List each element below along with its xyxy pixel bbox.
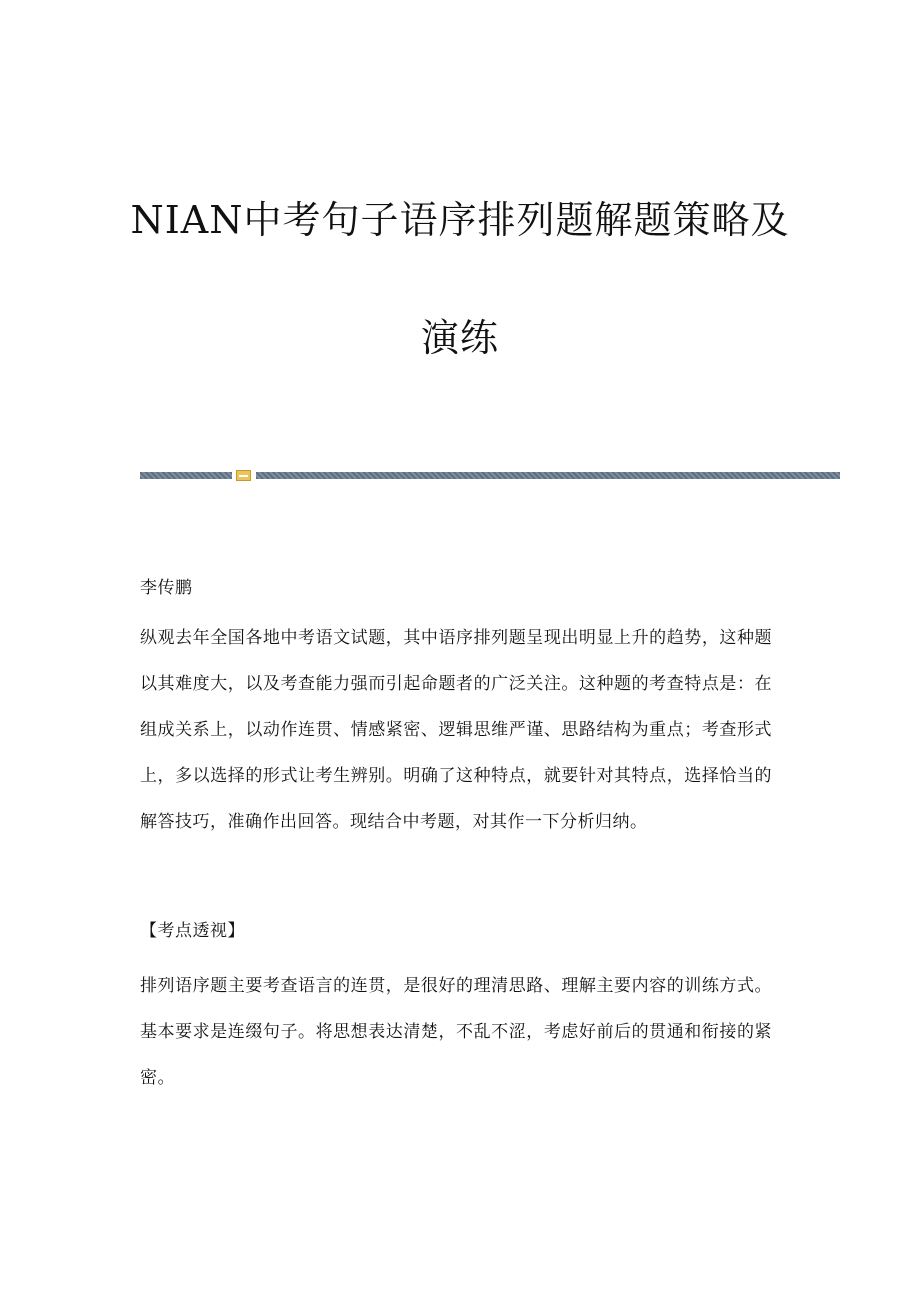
author-name: 李传鹏 [140,578,193,598]
title-divider [140,470,840,482]
body-paragraph-2: 排列语序题主要考查语言的连贯，是很好的理清思路、理解主要内容的训练方式。基本要求是连缀句子。将思想表达清楚，不乱不涩，考虑好前后的贯通和衔接的紧密。 [140,976,772,1088]
document-title-line1: NIAN中考句子语序排列题解题策略及 [130,198,790,242]
body-paragraph-1: 纵观去年全国各地中考语文试题，其中语序排列题呈现出明显上升的趋势，这种题以其难度大，以及考查能力强而引起命题者的广泛关注。这种题的考查特点是：在组成关系上，以动作连贯、情感紧密、逻辑思维严谨、思路结构为重点；考查形式上，多以选择的形式让考生辨别。明确了这种特点，就要针对其特点，选择恰当的解答技巧，准确作出回答。现结合中考题，对其作一下分析归纳。 [140,628,772,832]
divider-ornament-icon [236,470,251,481]
divider-bar-left [140,472,232,479]
divider-bar-right [256,472,840,479]
document-title-line2: 演练 [420,316,499,360]
section-heading: 【考点透视】 [140,921,245,941]
